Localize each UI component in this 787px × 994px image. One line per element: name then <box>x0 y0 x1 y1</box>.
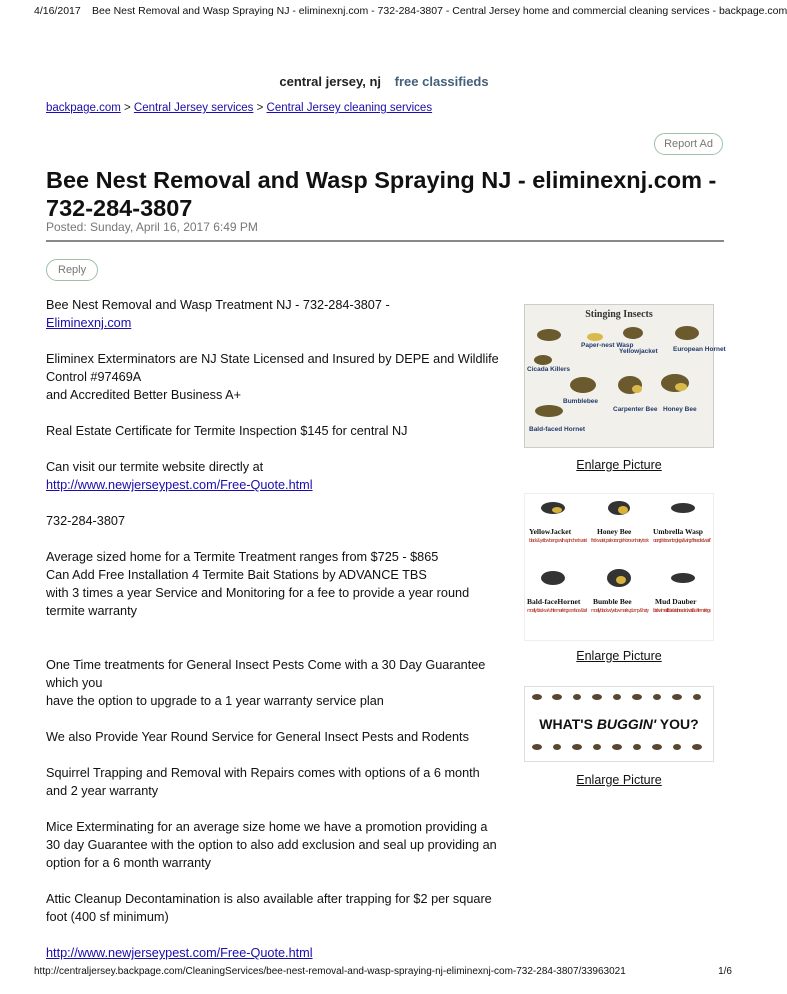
body-text: Average sized home for a Termite Treatment ranges from $725 - $865 <box>46 550 439 564</box>
whats-buggin-you-image[interactable] <box>524 686 714 762</box>
pic1-heading: Stinging Insects <box>585 309 653 320</box>
body-paragraph <box>46 458 501 494</box>
body-paragraph: Squirrel Trapping and Removal with Repairs comes with options of a 6 month and 2 year warranty <box>46 766 480 798</box>
body-text: have the option to upgrade to a 1 year warranty service plan <box>46 694 384 708</box>
stinging-insects-graphic <box>525 305 726 447</box>
pic2-name: Bald-faceHornet <box>527 597 581 606</box>
body-paragraph <box>46 350 501 404</box>
reply-button[interactable]: Reply <box>46 259 98 281</box>
body-paragraph: Mice Exterminating for an average size home we have a promotion providing a 30 day Guarantee with the option to also add exclusion and seal up providing an option for a 6 month warranty <box>46 820 497 870</box>
site-section[interactable]: free classifieds <box>394 74 489 89</box>
pic1-label: Bumblebee <box>563 398 599 405</box>
body-text: Bee Nest Removal and Wasp Treatment NJ - 732-284-3807 - <box>46 298 390 312</box>
body-paragraph <box>46 944 501 962</box>
eliminex-link[interactable]: Eliminexnj.com <box>46 316 132 330</box>
breadcrumb-separator: > <box>120 102 134 114</box>
enlarge-picture-link[interactable]: Enlarge Picture <box>576 773 662 787</box>
breadcrumb-separator: > <box>253 102 267 114</box>
wasp-identification-image[interactable] <box>524 493 714 641</box>
pic2-desc: mostly black w/ yellow marks, plump & hairy <box>591 608 649 614</box>
pic3-banner: WHAT'S BUGGIN' YOU? <box>539 716 699 732</box>
page-url: http://centraljersey.backpage.com/CleaningServices/bee-nest-removal-and-wasp-spraying-nj-eliminexnj-com-732-284-3807/33963021 <box>34 966 626 977</box>
body-text: Eliminex Exterminators are NJ State Licensed and Insured by DEPE and Wildlife Control #97469A <box>46 352 499 384</box>
pic1-label: Bald-faced Hornet <box>529 426 585 433</box>
body-text: with 3 times a year Service and Monitoring for a fee to provide a year round termite warranty <box>46 586 470 618</box>
body-paragraph <box>46 548 501 620</box>
pic1-label: European Hornet <box>673 346 726 353</box>
breadcrumb <box>46 102 432 114</box>
body-text: and Accredited Better Business A+ <box>46 388 242 402</box>
enlarge-picture-link[interactable]: Enlarge Picture <box>576 458 662 472</box>
page-number: 1/6 <box>718 966 732 977</box>
wasp-identification-graphic <box>525 494 713 640</box>
print-date: 4/16/2017 <box>34 5 81 17</box>
free-quote-link[interactable]: http://www.newjerseypest.com/Free-Quote.html <box>46 478 313 492</box>
pic2-name: Umbrella Wasp <box>653 527 703 536</box>
posted-date: Posted: Sunday, April 16, 2017 6:49 PM <box>46 220 258 234</box>
post-title: Bee Nest Removal and Wasp Spraying NJ - eliminexnj.com - 732-284-3807 <box>46 167 717 221</box>
pic2-name: YellowJacket <box>529 527 572 536</box>
title-divider <box>46 240 724 242</box>
pic2-name: Bumble Bee <box>593 597 632 606</box>
report-ad-button[interactable]: Report Ad <box>654 133 723 155</box>
pic1-label: Yellowjacket <box>619 348 658 355</box>
pic1-label: Cicada Killers <box>527 366 570 373</box>
stinging-insects-image[interactable] <box>524 304 726 448</box>
free-quote-link-bottom[interactable]: http://www.newjerseypest.com/Free-Quote.html <box>46 946 313 960</box>
pic1-label: Carpenter Bee <box>613 406 658 413</box>
ad-body <box>46 296 501 980</box>
breadcrumb-services-link[interactable]: Central Jersey services <box>133 102 254 114</box>
pic2-desc: black & yellow bangs with a pinched waist <box>529 538 587 544</box>
body-paragraph: Attic Cleanup Decontamination is also available after trapping for $2 per square foot (400 sf minimum) <box>46 892 492 924</box>
pic2-desc: orangish-brown long legs & wings "threaded waist" <box>653 538 711 544</box>
body-paragraph <box>46 296 501 332</box>
site-city[interactable]: central jersey, nj <box>279 74 382 89</box>
body-paragraph: Real Estate Certificate for Termite Inspection $145 for central NJ <box>46 424 408 438</box>
phone-number: 732-284-3807 <box>46 514 126 528</box>
print-title: Bee Nest Removal and Wasp Spraying NJ - eliminexnj.com - 732-284-3807 - Central Jersey home and commercial cleaning services - backpage.com <box>92 5 787 17</box>
pic2-desc: mostly black w/ white markings on face & tail <box>527 608 587 614</box>
whats-buggin-you-graphic <box>525 687 713 761</box>
enlarge-picture-link[interactable]: Enlarge Picture <box>576 649 662 663</box>
pic1-label: Paper-nest Wasp <box>581 342 634 349</box>
pic1-label: Honey Bee <box>663 406 697 413</box>
breadcrumb-category-link[interactable]: Central Jersey cleaning services <box>266 102 433 114</box>
site-bar <box>0 74 768 89</box>
body-paragraph: We also Provide Year Round Service for General Insect Pests and Rodents <box>46 730 469 744</box>
body-text: One Time treatments for General Insect Pests Come with a 30 Day Guarantee which you <box>46 658 486 690</box>
breadcrumb-home-link[interactable]: backpage.com <box>46 102 121 114</box>
pic2-name: Mud Dauber <box>655 597 697 606</box>
pic2-desc: black w/ metallic blue luster, threaded waist & white markings <box>653 608 711 614</box>
body-text: Can visit our termite website directly at <box>46 460 264 474</box>
body-paragraph <box>46 656 501 710</box>
pic2-desc: thick waist, pale orangish-brown hairy look <box>591 538 649 544</box>
pic2-name: Honey Bee <box>597 527 632 536</box>
body-text: Can Add Free Installation 4 Termite Bait Stations by ADVANCE TBS <box>46 568 427 582</box>
print-header <box>0 0 787 22</box>
